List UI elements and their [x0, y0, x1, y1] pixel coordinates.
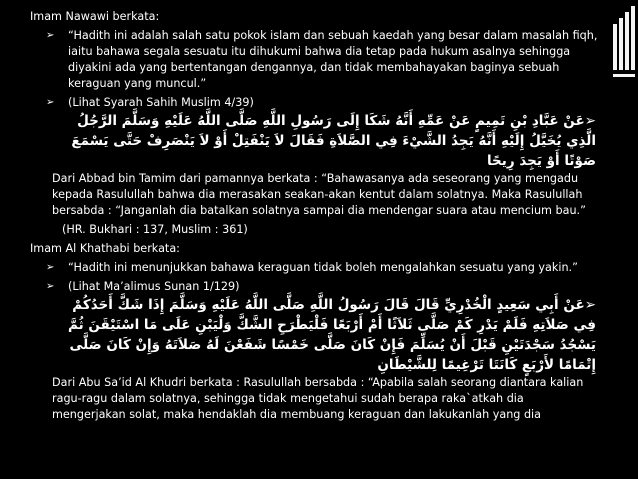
line-text: “Hadith ini menunjukkan bahawa keraguan tidak boleh mengalahkan sesuatu yang yakin.” — [68, 261, 578, 274]
slide-content — [0, 6, 612, 423]
arabic-hadith-bullet — [0, 111, 612, 171]
line-text: Dari Abu Sa’id Al Khudri berkata : Rasulullah bersabda : “Apabila salah seorang diantara kalian ragu-ragu dalam solatnya, sehingga tidak mengetahui sudah berapa raka`atkah dia mengerjakan solat, maka hendaklah dia membuang keraguan dan lakukanlah yang dia — [52, 376, 584, 421]
bullet-arrow-icon: ➢ — [584, 113, 596, 129]
line-text: عَنْ عَبَّادِ بْنِ تَمِيمٍ عَنْ عَمِّهِ أَنَّهُ شَكَا إِلَى رَسُولِ اللَّهِ صَلَّى اللَّهُ عَلَيْهِ وَسَلَّمَ الرَّجُلُ الَّذِي يُخَيَّلُ إِلَيْهِ أَنَّهُ يَجِدُ الشَّيْءَ فِي الصَّلاَةِ فَقَالَ لاَ يَنْفَتِلْ أَوْ لاَ يَنْصَرِفْ حَتَّى يَسْمَعَ صَوْتًا أَوْ يَجِدَ رِيحًا — [71, 113, 596, 169]
line-text: (Lihat Syarah Sahih Muslim 4/39) — [68, 96, 254, 109]
reference-line — [0, 222, 612, 238]
line-text: عَنْ أَبِي سَعِيدٍ الْخُدْرِيِّ قَالَ قَالَ رَسُولُ اللَّهِ صَلَّى اللَّهُ عَلَيْهِ وَسَلَّمَ إِذَا شَكَّ أَحَدُكُمْ فِي صَلاَتِهِ فَلَمْ يَدْرِ كَمْ صَلَّى ثَلاَثًا أَمْ أَرْبَعًا فَلْيَطْرَحِ الشَّكَّ وَلْيَبْنِ عَلَى مَا اسْتَيْقَنَ ثُمَّ يَسْجُدُ سَجْدَتَيْنِ قَبْلَ أَنْ يُسَلِّمَ فَإِنْ كَانَ صَلَّى خَمْسًا شَفَعْنَ لَهُ صَلاَتَهُ وَإِنْ كَانَ صَلَّى إِتْمَامًا لأَرْبَعٍ كَانَتَا تَرْغِيمًا لِلشَّيْطَانِ — [68, 297, 596, 373]
bullet-item — [0, 279, 612, 295]
line-text: Dari Abbad bin Tamim dari pamannya berkata : “Bahawasanya ada seseorang yang mengadu kepada Rasulullah bahwa dia merasakan seakan-akan kentut dalam solatnya. Maka Rasulullah bersabda : “Janganlah dia batalkan solatnya sampai dia mendengar suara atau mencium bau.” — [52, 172, 586, 217]
bullet-arrow-icon: ➢ — [46, 97, 55, 108]
section-heading — [0, 241, 612, 257]
line-text: Imam Al Khathabi berkata: — [30, 242, 180, 255]
section-heading — [0, 9, 612, 25]
bullet-item — [0, 260, 612, 276]
corner-decoration — [610, 0, 638, 120]
bullet-arrow-icon: ➢ — [584, 297, 596, 313]
line-text: Imam Nawawi berkata: — [30, 10, 160, 23]
line-text: (HR. Bukhari : 137, Muslim : 361) — [62, 223, 248, 236]
translation-paragraph — [0, 375, 612, 423]
bullet-arrow-icon: ➢ — [46, 262, 55, 273]
line-text: (Lihat Ma’alimus Sunan 1/129) — [68, 280, 240, 293]
line-text: “Hadith ini adalah salah satu pokok islam dan sebuah kaedah yang besar dalam masalah fiqh, iaitu bahawa segala sesuatu itu dihukumi bahwa dia tetap pada hukum asalnya sehingga diyakini ada yang bertentangan dengannya, dan tidak membahayakan baginya sebuah keraguan yang muncul.” — [68, 29, 598, 90]
bullet-arrow-icon: ➢ — [46, 281, 55, 292]
bullet-item — [0, 28, 612, 92]
bullet-arrow-icon: ➢ — [46, 30, 55, 41]
arabic-hadith-bullet — [0, 295, 612, 375]
bullet-item — [0, 95, 612, 111]
translation-paragraph — [0, 171, 612, 219]
